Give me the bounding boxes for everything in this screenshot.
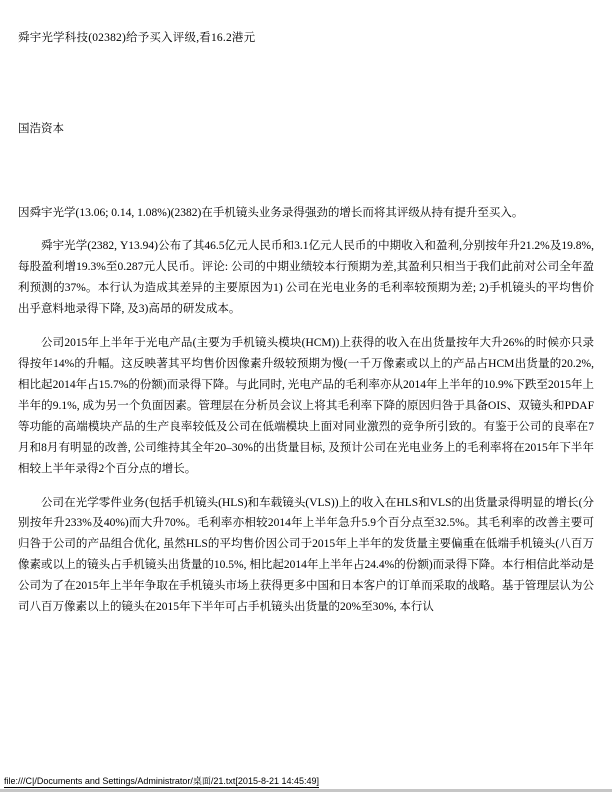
document-headline: 舜宇光学科技(02382)给予买入评级,看16.2港元 xyxy=(18,32,256,44)
paragraph-4: 公司在光学零件业务(包括手机镜头(HLS)和车载镜头(VLS))上的收入在HLS和VLS的出货量录得明显的增长(分别按年升233%及40%)而大升70%。毛利率亦相较2014年上半年急升5.9个百分点至32.5%。其毛利率的改善主要可归咎于公司的产品组合优化, 虽然HLS的平均售价因公司于2015年上半年的发货量主要偏重在低端手机镜头(八百万像素或以上的镜头占手机镜头出货量的10.5%, 相比起2014年上半年占24.4%的份额)而录得下降。本行相信此举动是公司为了在2015年上半年争取在手机镜头市场上获得更多中国和日本客户的订单而采取的战略。基于管理层认为公司八百万像素以上的镜头在2015年下半年可占手机镜头出货量的20%至30%, 本行认 xyxy=(18,496,594,614)
source-spacer xyxy=(18,139,594,203)
footer-path-text: file:///C|/Documents and Settings/Administrator/桌面/21.txt[2015-8-21 14:45:49] xyxy=(4,776,319,786)
paragraph-3: 公司2015年上半年于光电产品(主要为手机镜头模块(HCM))上获得的收入在出货量按年大升26%的时候亦只录得按年14%的升幅。这反映著其平均售价因像素升级较预期为慢(一千万像素或以上的产品占HCM出货量的20.2%, 相比起2014年占15.7%的份额)而录得下降。与此同时, 光电产品的毛利率亦从2014年上半年的10.9%下跌至2015年上半年的9.1%, 成为另一个负面因素。管理层在分析员会议上将其毛利率下降的原因归咎于具备OIS、双镜头和PDAF等功能的高端模块产品的生产良率较低及公司在低端模块上面对同业激烈的竞争所引致的。有鉴于公司的良率在7月和8月有明显的改善, 公司维持其全年20–30%的出货量目标, 及预计公司在光电业务上的毛利率将在2015年下半年相较上半年录得2个百分点的增长。 xyxy=(18,337,594,475)
document-content xyxy=(18,30,594,631)
paragraph-2: 舜宇光学(2382, Y13.94)公布了其46.5亿元人民币和3.1亿元人民币的中期收入和盈利,分别按年升21.2%及19.8%,每股盈利增19.3%至0.287元人民币。评论: 公司的中期业绩较本行预期为差,其盈利只相当于我们此前对公司全年盈利预测的37%。本行认为造成其差异的主要原因为1) 公司在光电业务的毛利率较预期为差; 2)手机镜头的平均售价出乎意料地录得下降, 及3)高昂的研发成本。 xyxy=(18,240,594,316)
document-source: 国浩资本 xyxy=(18,123,64,136)
paragraph-1: 因舜宇光学(13.06; 0.14, 1.08%)(2382)在手机镜头业务录得强劲的增长而将其评级从持有提升至买入。 xyxy=(18,206,524,219)
footer-file-path xyxy=(4,774,319,788)
headline-spacer xyxy=(18,47,594,121)
